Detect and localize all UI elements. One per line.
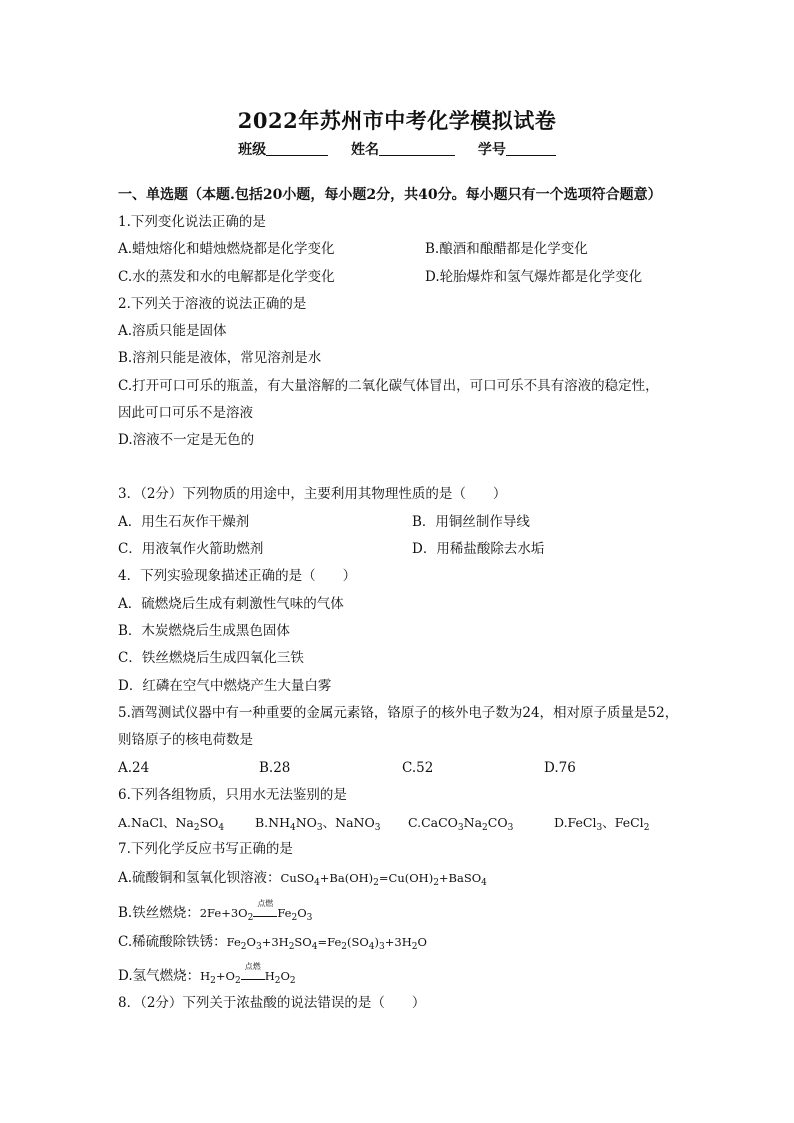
question-1-option-c: C.水的蒸发和水的电解都是化学变化 <box>118 269 335 285</box>
question-5-option-a: A.24 <box>118 760 150 776</box>
question-6-option-b: $B.NH_4NO_3$、NaNO$_3$ <box>255 815 381 833</box>
question-7-stem: 7.下列化学反应书写正确的是 <box>118 841 293 857</box>
question-1-option-d: D.轮胎爆炸和氢气爆炸都是化学变化 <box>425 269 643 285</box>
section-heading: 一、单选题（本题.包括20小题，每小题2分，共40分。每小题只有一个选项符合题意） <box>118 187 662 203</box>
question-7-option-d: D.氢气燃烧：$H_2+O_2$ 点燃 $H_2O_2$ <box>118 962 296 986</box>
id-label: 学号 <box>477 142 506 158</box>
question-8-stem: 8．（2分）下列关于浓盐酸的说法错误的是（ ） <box>118 995 426 1011</box>
question-1-option-b: B.酿酒和酿醋都是化学变化 <box>425 241 588 257</box>
reaction-condition-arrow: 点燃 <box>253 908 277 917</box>
question-6-option-d: D.FeCl$_3$、FeCl$_2$ <box>554 815 650 833</box>
question-6-stem: 6.下列各组物质，只用水无法鉴别的是 <box>118 787 347 803</box>
question-6-option-a: A.NaCl、$Na_2SO_4$ <box>118 815 225 833</box>
question-5-option-b: B.28 <box>259 760 291 776</box>
question-5-stem-line2: 则铬原子的核电荷数是 <box>118 732 253 748</box>
question-4-stem: 4．下列实验现象描述正确的是（ ） <box>118 568 357 584</box>
id-blank[interactable] <box>506 141 556 156</box>
question-3-option-d: D．用稀盐酸除去水垢 <box>412 541 545 557</box>
page-title: 2022年苏州市中考化学模拟试卷 <box>237 108 557 133</box>
class-blank[interactable] <box>266 141 328 156</box>
question-3-option-b: B．用铜丝制作导线 <box>412 514 530 530</box>
class-label: 班级 <box>238 142 267 158</box>
question-7-option-b: B.铁丝燃烧：$2Fe+3O_2$ 点燃 $Fe_2O_3$ <box>118 899 313 923</box>
name-label: 姓名 <box>351 142 379 158</box>
question-1-option-a: A.蜡烛熔化和蜡烛燃烧都是化学变化 <box>118 241 335 257</box>
question-4-option-a: A．硫燃烧后生成有刺激性气味的气体 <box>118 596 344 612</box>
question-4-option-c: C．铁丝燃烧后生成四氧化三铁 <box>118 650 304 666</box>
question-5-option-c: C.52 <box>402 760 434 776</box>
question-4-option-d: D．红磷在空气中燃烧产生大量白雾 <box>118 678 332 694</box>
question-3-option-c: C．用液氧作火箭助燃剂 <box>118 541 264 557</box>
name-blank[interactable] <box>379 141 455 156</box>
question-7-option-a: A.硫酸铜和氢氧化钡溶液：$CuSO_4+Ba(OH)_2=Cu(OH)_2+BaSO_4$ <box>118 870 487 888</box>
reaction-condition-arrow: 点燃 <box>241 971 265 980</box>
question-7-option-c: C.稀硫酸除铁锈：$Fe_2O_3+3H_2SO_4=Fe_2(SO_4)_3+3H_2O$ <box>118 934 427 952</box>
question-2-stem: 2.下列关于溶液的说法正确的是 <box>118 296 307 312</box>
question-2-option-d: D.溶液不一定是无色的 <box>118 432 255 448</box>
question-5-option-d: D.76 <box>544 760 576 776</box>
question-6-option-c: $C.CaCO_3Na_2CO_3$ <box>408 815 514 833</box>
question-5-stem-line1: 5.酒驾测试仪器中有一种重要的金属元素铬，铬原子的核外电子数为24，相对原子质量是52， <box>118 705 679 721</box>
question-2-option-b: B.溶剂只能是液体，常见溶剂是水 <box>118 350 322 366</box>
question-3-option-a: A．用生石灰作干燥剂 <box>118 514 250 530</box>
question-2-option-a: A.溶质只能是固体 <box>118 323 227 339</box>
question-2-option-c-line1: C.打开可口可乐的瓶盖，有大量溶解的二氧化碳气体冒出，可口可乐不具有溶液的稳定性， <box>118 378 659 394</box>
student-info-line <box>0 139 794 159</box>
question-2-option-c-line2: 因此可口可乐不是溶液 <box>118 405 253 421</box>
question-4-option-b: B．木炭燃烧后生成黑色固体 <box>118 623 290 639</box>
question-3-stem: 3．（2分）下列物质的用途中，主要利用其物理性质的是（ ） <box>118 486 507 502</box>
question-1-stem: 1.下列变化说法正确的是 <box>118 214 266 230</box>
